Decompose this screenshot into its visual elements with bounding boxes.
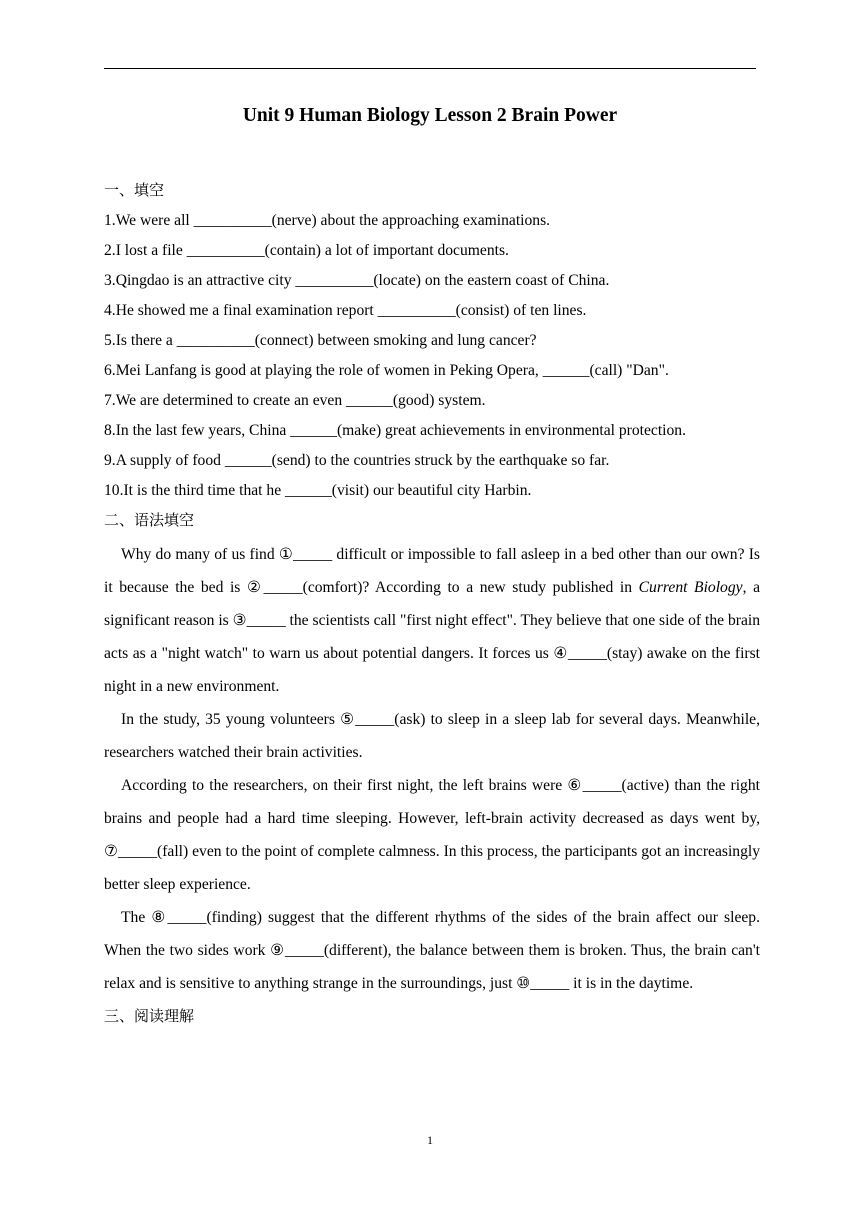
paragraph-text: , a significant reason is ③_____ the scientists call "first night effect". They believe that one side of the brain acts as a "night watch" to warn us about potential dangers. It forces us ④_____(stay) awake on the first night in a new environment.: [104, 579, 760, 695]
grammar-passage: [104, 538, 764, 1000]
section-heading-grammar-fill: 二、语法填空: [104, 511, 195, 529]
list-item: 1.We were all __________(nerve) about the approaching examinations.: [104, 212, 551, 229]
passage-paragraph-4: The ⑧_____(finding) suggest that the different rhythms of the sides of the brain affect our sleep. When the two sides work ⑨_____(different), the balance between them is broken. Thus, the brain can't relax and is sensitive to anything strange in the surroundings, just ⑩_____ it is in the daytime.: [104, 909, 760, 992]
list-item: 10.It is the third time that he ______(visit) our beautiful city Harbin.: [104, 482, 532, 499]
list-item: 7.We are determined to create an even ______(good) system.: [104, 392, 486, 409]
passage-paragraph-2: In the study, 35 young volunteers ⑤_____(ask) to sleep in a sleep lab for several days. Meanwhile, researchers watched their brain activities.: [104, 711, 760, 761]
journal-name: Current Biology: [638, 579, 743, 596]
list-item: 5.Is there a __________(connect) between smoking and lung cancer?: [104, 332, 537, 349]
list-item: 8.In the last few years, China ______(make) great achievements in environmental protection.: [104, 422, 686, 439]
section-heading-reading: 三、阅读理解: [104, 1007, 195, 1025]
paragraph-text: Why do many of us find ①_____ difficult or impossible to fall asleep in a bed other than our own? Is it because the bed is ②_____(comfort)? According to a new study published in: [104, 546, 760, 596]
fill-in-list: [104, 206, 764, 506]
list-item: 4.He showed me a final examination report __________(consist) of ten lines.: [104, 302, 587, 319]
passage-paragraph-3: According to the researchers, on their first night, the left brains were ⑥_____(active) than the right brains and people had a hard time sleeping. However, left-brain activity decreased as days went by, ⑦_____(fall) even to the point of complete calmness. In this process, the participants got an increasingly better sleep experience.: [104, 777, 760, 893]
list-item: 2.I lost a file __________(contain) a lot of important documents.: [104, 242, 509, 259]
page-number: 1: [427, 1133, 433, 1147]
list-item: 6.Mei Lanfang is good at playing the role of women in Peking Opera, ______(call) "Dan".: [104, 362, 669, 379]
document-body: [104, 176, 764, 1032]
section-heading-fill-in: 一、填空: [104, 181, 165, 199]
passage-paragraph-1: [104, 538, 760, 703]
list-item: 9.A supply of food ______(send) to the countries struck by the earthquake so far.: [104, 452, 610, 469]
document-title: Unit 9 Human Biology Lesson 2 Brain Power: [242, 105, 618, 126]
list-item: 3.Qingdao is an attractive city __________(locate) on the eastern coast of China.: [104, 272, 610, 289]
header-rule: [104, 68, 756, 69]
